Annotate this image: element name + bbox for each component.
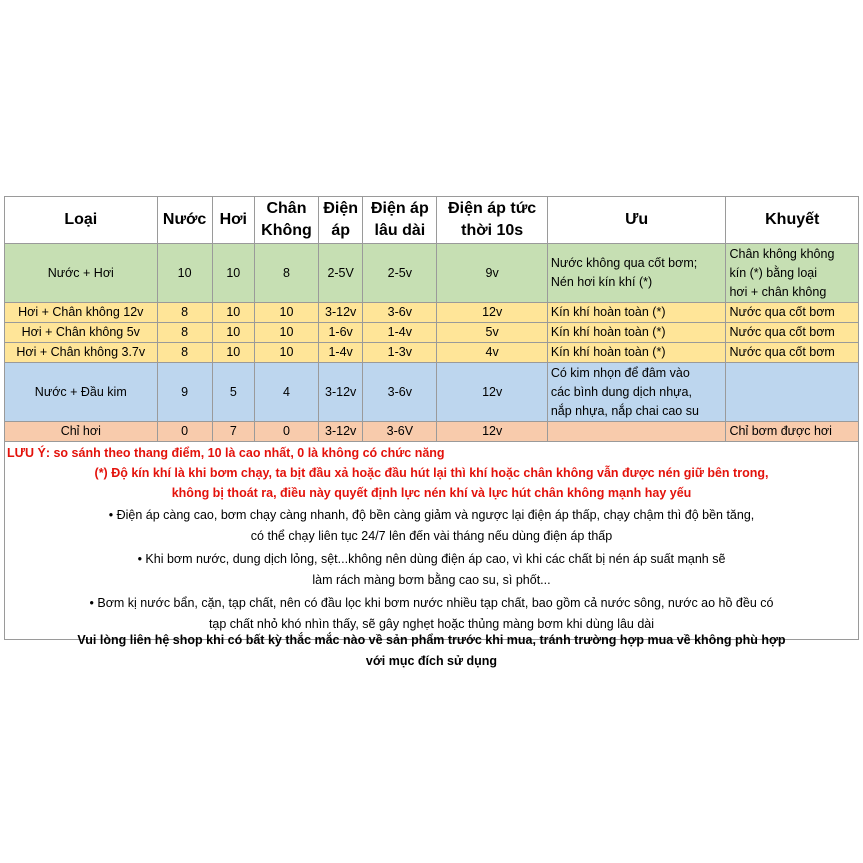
cell-dien-ap: 3-12v (319, 363, 363, 422)
header-chan-khong: Chân Không (254, 197, 318, 244)
cell-loai: Hơi + Chân không 5v (5, 323, 158, 343)
cell-chan-khong: 10 (254, 323, 318, 343)
cell-uu: Kín khí hoàn toàn (*) (547, 343, 726, 363)
header-loai: Loại (5, 197, 158, 244)
cell-dien-ap: 1-4v (319, 343, 363, 363)
footer-line-2: với mục đích sử dụng (365, 654, 498, 668)
cell-chan-khong: 10 (254, 303, 318, 323)
cell-loai: Nước + Hơi (5, 244, 158, 303)
cell-hoi: 10 (212, 244, 254, 303)
cell-tuc-thoi: 12v (437, 303, 547, 323)
cell-dien-ap: 3-12v (319, 303, 363, 323)
luu-y-note: LƯU Ý: so sánh theo thang điểm, 10 là cao nhất, 0 là không có chức năng (7, 446, 445, 460)
comparison-sheet (4, 196, 859, 640)
cell-loai: Chỉ hơi (5, 422, 158, 442)
cell-nuoc: 0 (157, 422, 212, 442)
cell-lau-dai: 2-5v (363, 244, 437, 303)
table-row (5, 343, 859, 363)
header-hoi: Hơi (212, 197, 254, 244)
cell-uu: Kín khí hoàn toàn (*) (547, 323, 726, 343)
cell-nuoc: 8 (157, 303, 212, 323)
kin-khi-line-1: (*) Độ kín khí là khi bơm chạy, ta bịt đầu xả hoặc đầu hút lại thì khí hoặc chân không vẫn được nén giữ bên trong, (94, 466, 769, 480)
footer-line-1: Vui lòng liên hệ shop khi có bất kỳ thắc mắc nào về sản phẩm trước khi mua, tránh trường hợp mua về không phù hợp (77, 633, 786, 647)
cell-uu: Kín khí hoàn toàn (*) (547, 303, 726, 323)
header-tuc-thoi: Điện áp tức thời 10s (437, 197, 547, 244)
cell-uu: Có kim nhọn để đâm vào các bình dung dịch nhựa, nắp nhựa, nắp chai cao su (547, 363, 726, 422)
header-uu: Ưu (547, 197, 726, 244)
bullet-voltage-line-1: • Điện áp càng cao, bơm chạy càng nhanh, độ bền càng giảm và ngược lại điện áp thấp, chạy chậm thì độ bền tăng, (108, 508, 755, 522)
table-row (5, 303, 859, 323)
cell-uu: Nước không qua cốt bơm; Nén hơi kín khí (*) (547, 244, 726, 303)
table-row (5, 244, 859, 303)
cell-khuyet: Nước qua cốt bơm (726, 303, 859, 323)
cell-khuyet: Nước qua cốt bơm (726, 323, 859, 343)
table-row (5, 323, 859, 343)
bullet-dirty-water (5, 593, 858, 635)
bullet-liquid-line-2: làm rách màng bơm bằng cao su, sì phốt... (312, 573, 551, 587)
bullet-liquid (5, 549, 858, 591)
header-khuyet: Khuyết (726, 197, 859, 244)
cell-dien-ap: 3-12v (319, 422, 363, 442)
cell-hoi: 5 (212, 363, 254, 422)
header-row (5, 197, 859, 244)
bullet-liquid-line-1: • Khi bơm nước, dung dịch lỏng, sệt...không nên dùng điện áp cao, vì khi các chất bị nén áp suất mạnh sẽ (137, 552, 726, 566)
cell-hoi: 10 (212, 343, 254, 363)
footer-contact-note (4, 630, 859, 672)
cell-khuyet: Nước qua cốt bơm (726, 343, 859, 363)
header-lau-dai: Điện áp lâu dài (363, 197, 437, 244)
cell-nuoc: 8 (157, 343, 212, 363)
cell-hoi: 10 (212, 303, 254, 323)
cell-nuoc: 9 (157, 363, 212, 422)
header-nuoc: Nước (157, 197, 212, 244)
bullet-voltage-line-2: có thể chạy liên tục 24/7 lên đến vài tháng nếu dùng điện áp thấp (250, 529, 613, 543)
cell-chan-khong: 0 (254, 422, 318, 442)
cell-tuc-thoi: 12v (437, 363, 547, 422)
cell-loai: Nước + Đầu kim (5, 363, 158, 422)
cell-lau-dai: 3-6v (363, 363, 437, 422)
notes-box (4, 442, 859, 640)
kin-khi-line-2: không bị thoát ra, điều này quyết định lực nén khí và lực hút chân không mạnh hay yếu (171, 486, 692, 500)
header-dien-ap: Điện áp (319, 197, 363, 244)
cell-hoi: 7 (212, 422, 254, 442)
cell-dien-ap: 2-5V (319, 244, 363, 303)
cell-lau-dai: 1-4v (363, 323, 437, 343)
cell-nuoc: 8 (157, 323, 212, 343)
bullet-dirty-water-line-1: • Bơm kị nước bẩn, cặn, tạp chất, nên có đầu lọc khi bơm nước nhiều tạp chất, bao gồm cả nước sông, nước ao hồ đều có (89, 596, 774, 610)
cell-uu (547, 422, 726, 442)
cell-tuc-thoi: 5v (437, 323, 547, 343)
cell-chan-khong: 10 (254, 343, 318, 363)
cell-tuc-thoi: 12v (437, 422, 547, 442)
cell-khuyet: Chỉ bơm được hơi (726, 422, 859, 442)
kin-khi-note (5, 463, 858, 503)
cell-lau-dai: 3-6v (363, 303, 437, 323)
bullet-dirty-water-line-2: tạp chất nhỏ khó nhìn thấy, sẽ gây nghẹt hoặc thủng màng bơm khi dùng lâu dài (208, 617, 655, 631)
cell-khuyet (726, 363, 859, 422)
cell-dien-ap: 1-6v (319, 323, 363, 343)
cell-lau-dai: 3-6V (363, 422, 437, 442)
cell-tuc-thoi: 4v (437, 343, 547, 363)
cell-nuoc: 10 (157, 244, 212, 303)
cell-chan-khong: 4 (254, 363, 318, 422)
cell-loai: Hơi + Chân không 12v (5, 303, 158, 323)
cell-chan-khong: 8 (254, 244, 318, 303)
cell-tuc-thoi: 9v (437, 244, 547, 303)
cell-loai: Hơi + Chân không 3.7v (5, 343, 158, 363)
table-row (5, 422, 859, 442)
table-row (5, 363, 859, 422)
pump-comparison-table (4, 196, 859, 442)
bullet-voltage (5, 505, 858, 547)
cell-khuyet: Chân không không kín (*) bằng loại hơi + chân không (726, 244, 859, 303)
cell-hoi: 10 (212, 323, 254, 343)
cell-lau-dai: 1-3v (363, 343, 437, 363)
